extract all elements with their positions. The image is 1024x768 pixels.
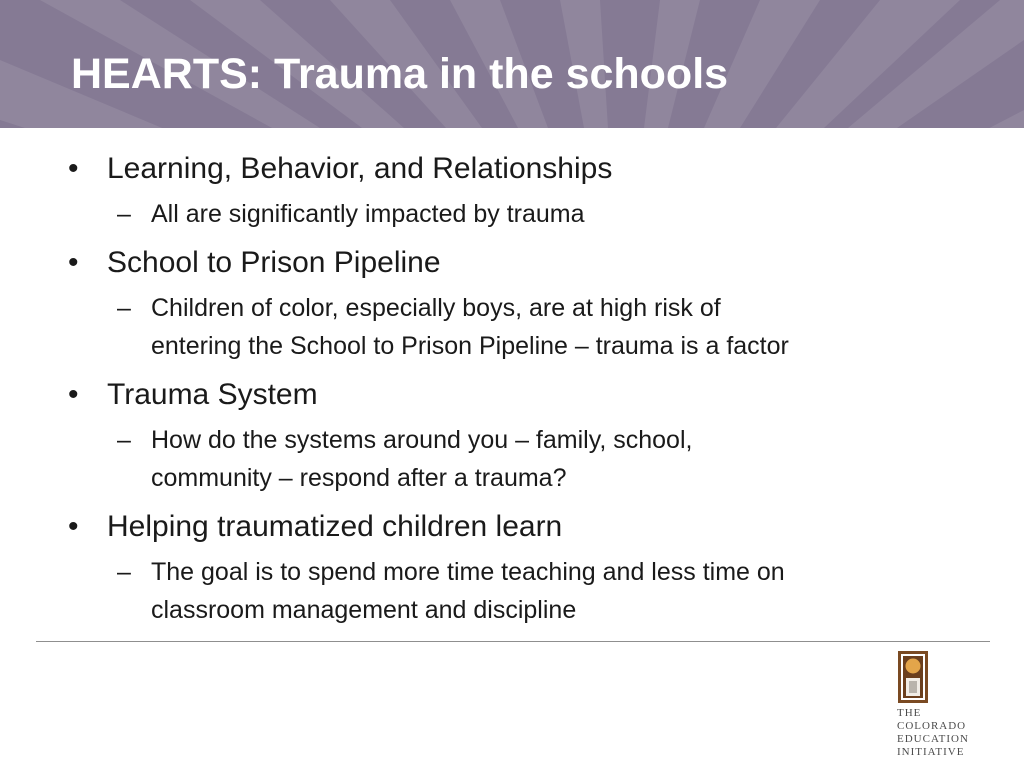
- logo-text: THE: [897, 707, 922, 719]
- sub-bullet-text: The goal is to spend more time teaching and less time on: [151, 558, 785, 586]
- footer-divider: [36, 641, 990, 642]
- bullet-marker: •: [68, 152, 79, 185]
- bullet-text: Trauma System: [107, 378, 318, 411]
- sub-bullet-text: community – respond after a trauma?: [151, 464, 567, 492]
- sub-bullet-text: All are significantly impacted by trauma: [151, 200, 585, 228]
- bullet-marker: •: [68, 510, 79, 543]
- sub-bullet-text: How do the systems around you – family, school,: [151, 426, 693, 454]
- bullet-text: Learning, Behavior, and Relationships: [107, 152, 613, 185]
- bullet-text: School to Prison Pipeline: [107, 246, 441, 279]
- sub-bullet-marker: –: [117, 558, 131, 586]
- bullet-text: Helping traumatized children learn: [107, 510, 563, 543]
- logo-text: INITIATIVE: [897, 746, 965, 758]
- logo-e-icon: [898, 651, 928, 703]
- colorado-education-initiative-logo: [897, 651, 987, 761]
- sub-bullet-text: classroom management and discipline: [151, 596, 577, 624]
- sub-bullet-marker: –: [117, 426, 131, 454]
- sub-bullet-text: Children of color, especially boys, are at high risk of: [151, 294, 721, 322]
- slide-title: HEARTS: Trauma in the schools: [71, 50, 729, 98]
- bullet-marker: •: [68, 246, 79, 279]
- sub-bullet-marker: –: [117, 200, 131, 228]
- logo-text: COLORADO: [897, 720, 967, 732]
- sub-bullet-marker: –: [117, 294, 131, 322]
- bullet-marker: •: [68, 378, 79, 411]
- logo-text: EDUCATION: [897, 733, 969, 745]
- sub-bullet-text: entering the School to Prison Pipeline – trauma is a factor: [151, 332, 789, 360]
